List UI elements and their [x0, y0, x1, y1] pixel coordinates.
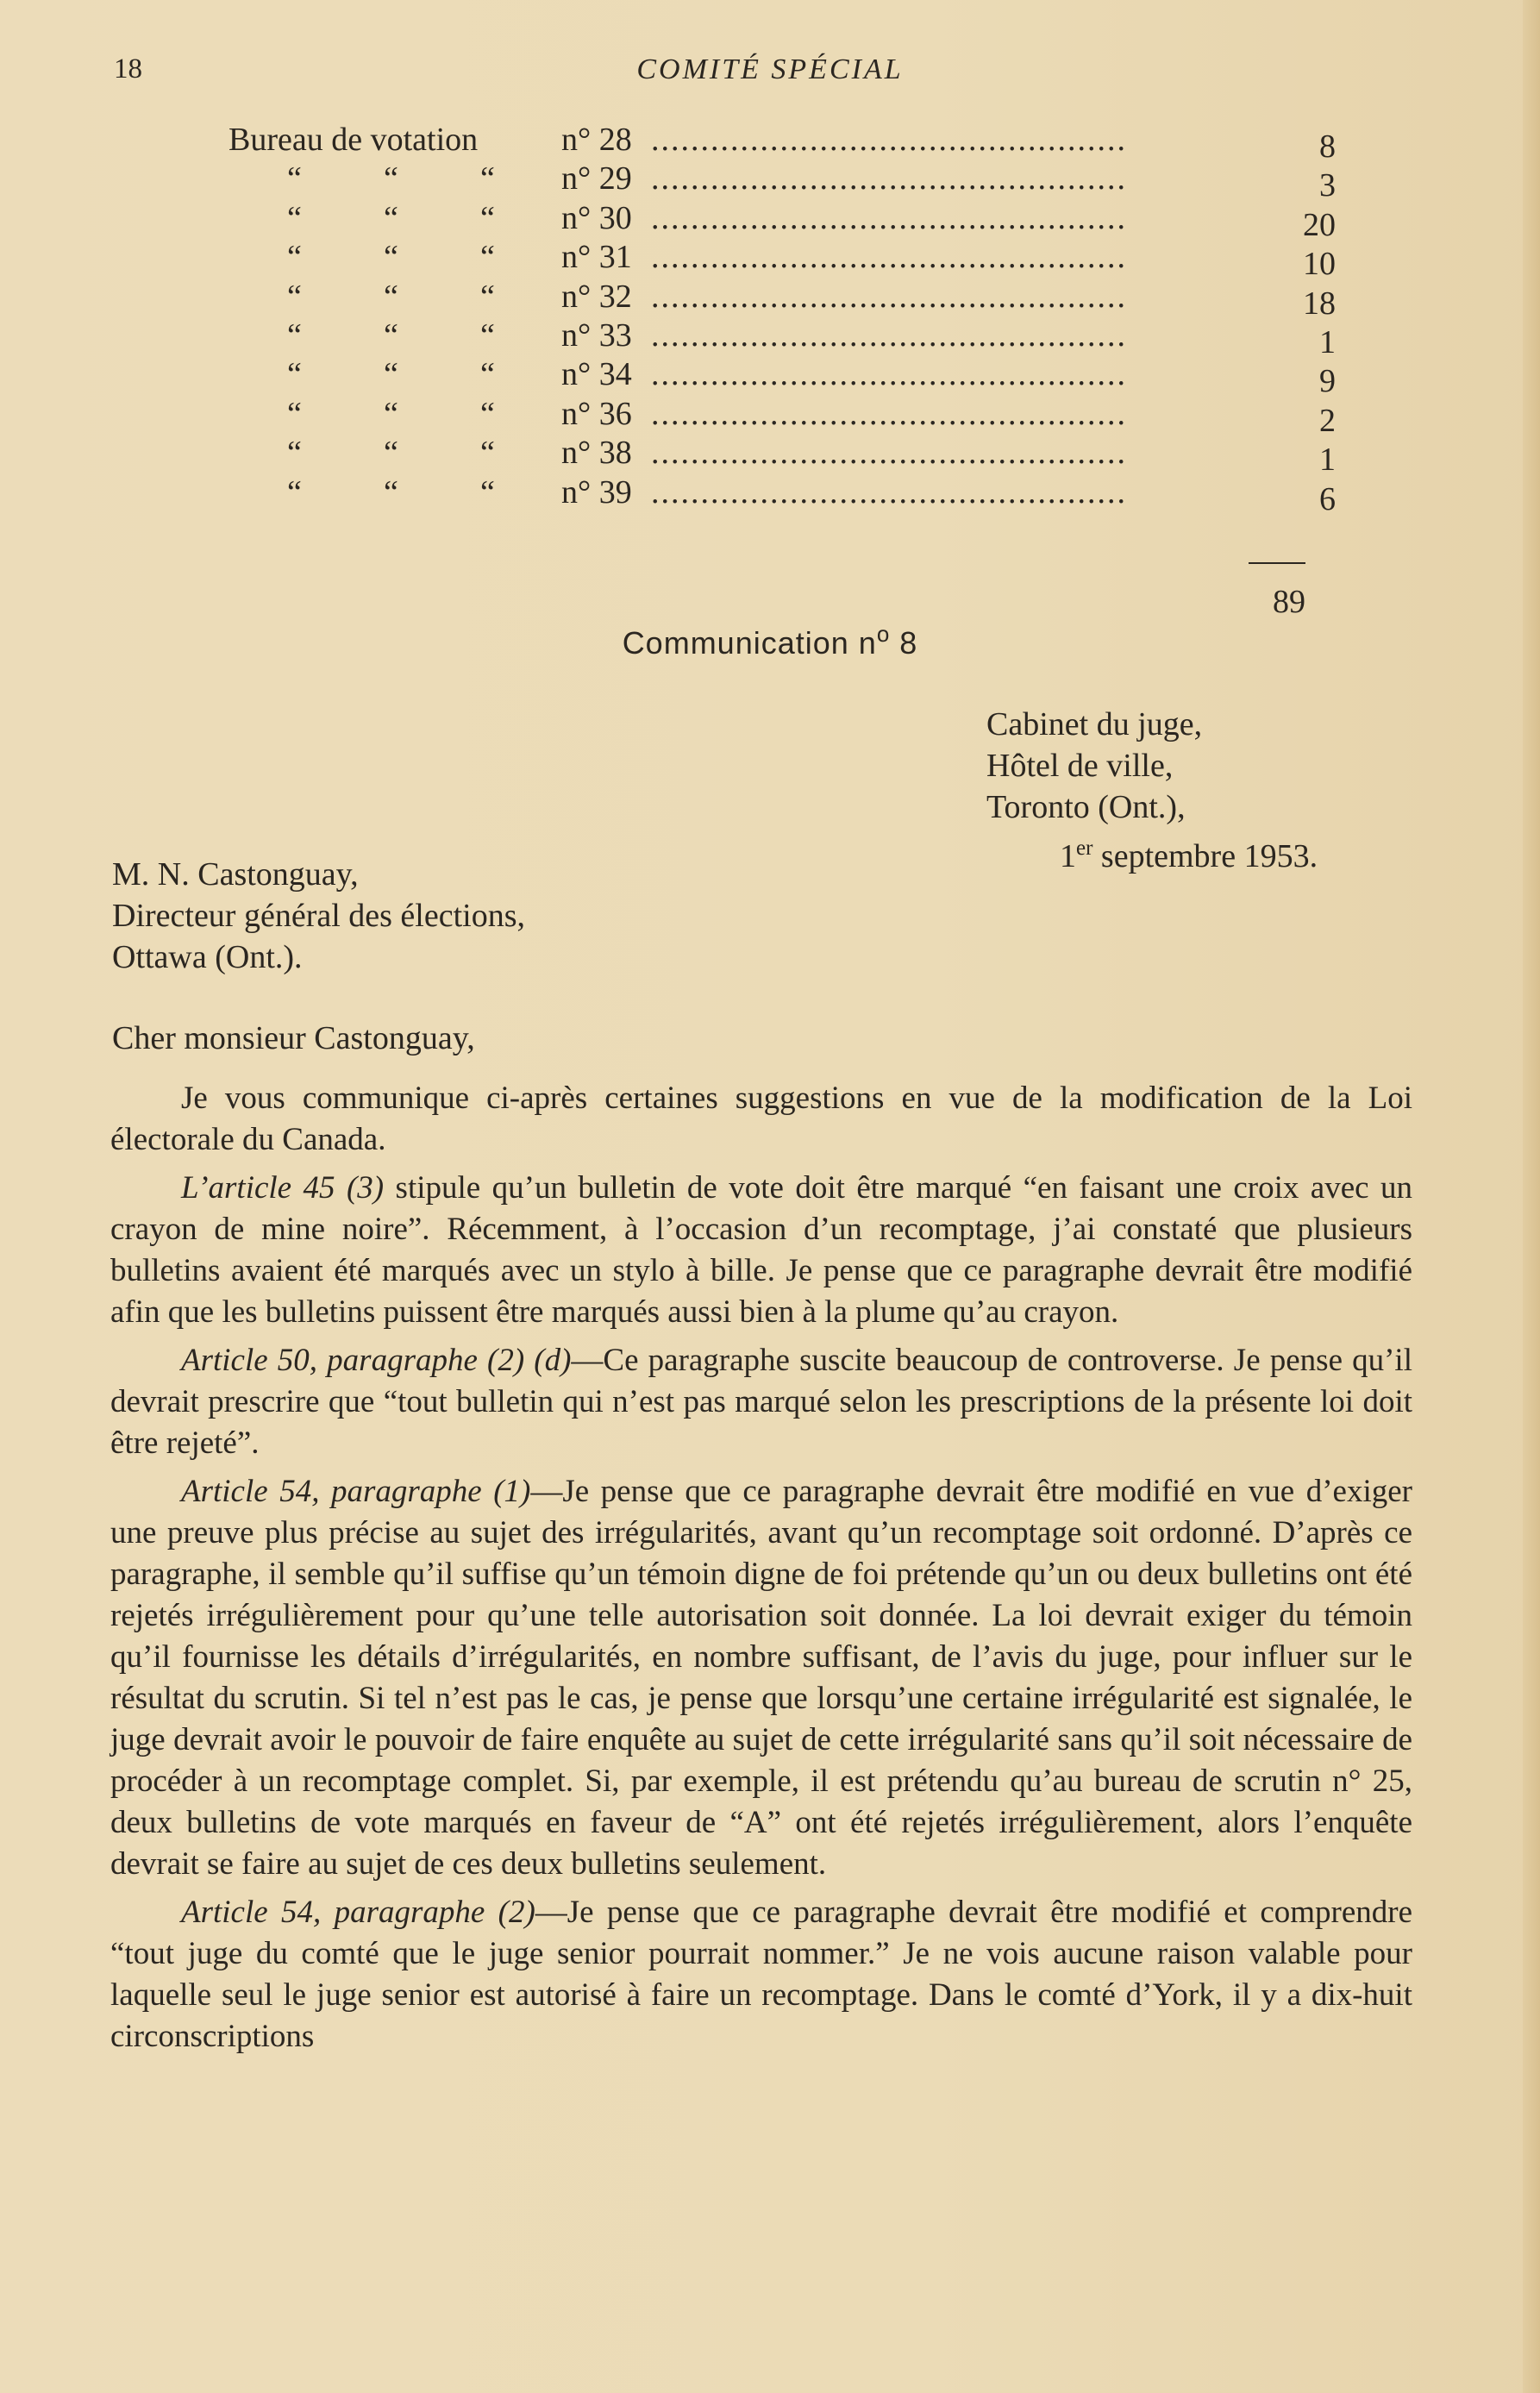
ditto-mark: “ [287, 239, 302, 276]
dot-leader: ................................................ [651, 395, 1127, 432]
addressee-line: Directeur général des élections, [112, 898, 525, 934]
ditto-mark: “ [480, 160, 495, 197]
table-row [228, 434, 1336, 479]
paragraph [110, 1340, 1412, 1464]
page-header [0, 53, 1540, 97]
date-rest: septembre 1953. [1092, 838, 1318, 874]
dot-leader: ................................................ [651, 278, 1127, 315]
station-number: n° 33 [561, 316, 632, 354]
ditto-mark: “ [287, 160, 302, 197]
date-day: 1 [1060, 838, 1076, 874]
row-value: 3 [1319, 167, 1336, 204]
station-number: n° 29 [561, 160, 632, 197]
paragraph-text: —Je pense que ce paragraphe devrait être modifié en vue d’exiger une preuve plus précise au sujet des irrégularités, avant qu’un recomptage soit ordonné. D’après ce paragraphe, il semble qu’il suffise qu’un témoin digne de foi prétende qu’un ou deux bulletins ont été rejetés irrégulièrement pour qu’une telle autorisation soit donnée. La loi devrait exiger du témoin qu’il fournisse les détails d’irrégularités, en nombre suffisant, de l’avis du juge, pour influer sur le résultat du scrutin. Si tel n’est pas le cas, je pense que lorsqu’une certaine irrégularité est signalée, le juge devrait avoir le pouvoir de faire enquête au sujet de cette irrégularité sans qu’il soit nécessaire de procéder à un recomptage complet. Si, par exemple, il est prétendu qu’au bureau de scrutin n° 25, deux bulletins de vote marqués en faveur de “A” ont été rejetés irrégulièrement, alors l’enquête devrait se faire au sujet de ces deux bulletins seulement. [110, 1474, 1413, 1882]
row-value: 1 [1319, 323, 1336, 360]
ditto-mark: “ [480, 316, 495, 354]
table-row [228, 316, 1336, 360]
row-value: 2 [1319, 402, 1336, 439]
row-value: 10 [1303, 246, 1336, 283]
ditto-mark: “ [287, 278, 302, 315]
salutation: Cher monsieur Castonguay, [112, 1020, 475, 1056]
sender-line: Hôtel de ville, [986, 748, 1174, 784]
station-number: n° 31 [561, 239, 632, 276]
page-number: 18 [114, 53, 142, 85]
addressee-line: M. N. Castonguay, [112, 856, 359, 893]
table-row [228, 355, 1336, 400]
ditto-mark: “ [384, 356, 398, 393]
dot-leader: ................................................ [651, 122, 1127, 158]
page-edge [1523, 0, 1540, 2393]
letter-body [110, 1078, 1412, 2064]
ditto-mark: “ [384, 316, 398, 354]
degree-sign: o [876, 621, 891, 647]
paragraph [110, 1892, 1412, 2058]
ditto-mark: “ [287, 473, 302, 511]
row-value: 18 [1303, 285, 1336, 322]
sender-address [986, 704, 1318, 877]
station-number: n° 36 [561, 395, 632, 432]
communication-number: 8 [890, 625, 918, 661]
ditto-mark: “ [480, 356, 495, 393]
dot-leader: ................................................ [651, 199, 1127, 236]
station-number: n° 39 [561, 473, 632, 511]
table-row [228, 160, 1336, 204]
ditto-mark: “ [384, 278, 398, 315]
row-value: 1 [1319, 442, 1336, 479]
article-reference: L’article 45 (3) [181, 1170, 385, 1206]
table-row [228, 238, 1336, 283]
ditto-mark: “ [480, 395, 495, 432]
paragraph [110, 1471, 1412, 1885]
table-row [228, 199, 1336, 243]
ditto-mark: “ [287, 316, 302, 354]
letter-date [986, 828, 1318, 877]
row-value: 6 [1319, 480, 1336, 517]
ditto-mark: “ [384, 473, 398, 511]
table-total: 89 [1273, 584, 1305, 620]
sender-line: Cabinet du juge, [986, 706, 1203, 742]
paragraph: Je vous communique ci-après certaines suggestions en vue de la modification de la Loi électorale du Canada. [110, 1081, 1412, 1157]
paragraph [110, 1168, 1412, 1333]
polling-station-table [228, 121, 1336, 517]
ditto-mark: “ [287, 435, 302, 472]
article-reference: Article 54, paragraphe (2) [181, 1895, 535, 1930]
communication-heading [0, 621, 1540, 661]
article-reference: Article 50, paragraphe (2) (d) [181, 1343, 572, 1378]
addressee-block [112, 854, 525, 978]
ditto-mark: “ [480, 473, 495, 511]
ditto-mark: “ [287, 199, 302, 236]
dot-leader: ................................................ [651, 435, 1127, 472]
ditto-mark: “ [480, 278, 495, 315]
ditto-mark: “ [384, 435, 398, 472]
ditto-mark: “ [384, 160, 398, 197]
ditto-mark: “ [287, 395, 302, 432]
ditto-mark: “ [287, 356, 302, 393]
ditto-mark: “ [384, 199, 398, 236]
ditto-mark: “ [384, 395, 398, 432]
table-row [228, 473, 1336, 517]
station-number: n° 28 [561, 122, 632, 158]
sender-line: Toronto (Ont.), [986, 789, 1186, 825]
article-reference: Article 54, paragraphe (1) [181, 1474, 531, 1509]
ditto-mark: “ [384, 239, 398, 276]
paragraph-text: stipule qu’un bulletin de vote doit être marqué “en faisant une croix avec un crayon de mine noire”. Récemment, à l’occasion d’un recomptage, j’ai constaté que plusieurs bulletins avaient été marqués avec un stylo à bille. Je pense que ce paragraphe devrait être modifié afin que les bulletins puissent être marqués aussi bien à la plume qu’au crayon. [110, 1170, 1412, 1330]
row-value: 8 [1319, 128, 1336, 165]
dot-leader: ................................................ [651, 316, 1127, 354]
ditto-mark: “ [480, 239, 495, 276]
station-number: n° 32 [561, 278, 632, 315]
table-row [228, 395, 1336, 439]
station-number: n° 30 [561, 199, 632, 236]
table-row [228, 278, 1336, 322]
dot-leader: ................................................ [651, 160, 1127, 197]
paragraph-text: —Je pense que ce paragraphe devrait être modifié et comprendre “tout juge du comté que le juge senior pourrait nommer.” Je ne vois aucune raison valable pour laquelle seul le juge senior est autorisé à faire un recomptage. Dans le comté d’York, il y a dix-huit circonscriptions [110, 1895, 1413, 2054]
communication-label: Communication n [622, 625, 877, 661]
ditto-mark: “ [480, 435, 495, 472]
station-number: n° 34 [561, 356, 632, 393]
date-ordinal: er [1076, 836, 1093, 860]
paragraph-text: —Ce paragraphe suscite beaucoup de controverse. Je pense qu’il devrait prescrire que “tout bulletin qui n’est pas marqué selon les prescriptions de la présente loi doit être rejeté”. [110, 1343, 1412, 1461]
row-label: Bureau de votation [228, 122, 479, 158]
dot-leader: ................................................ [651, 356, 1127, 393]
station-number: n° 38 [561, 435, 632, 472]
running-title: COMITÉ SPÉCIAL [636, 53, 904, 85]
ditto-mark: “ [480, 199, 495, 236]
row-value: 20 [1303, 206, 1336, 243]
total-rule [1249, 562, 1305, 564]
dot-leader: ................................................ [651, 473, 1127, 511]
addressee-line: Ottawa (Ont.). [112, 939, 303, 975]
table-row [228, 121, 1336, 165]
row-value: 9 [1319, 363, 1336, 400]
dot-leader: ................................................ [651, 239, 1127, 276]
